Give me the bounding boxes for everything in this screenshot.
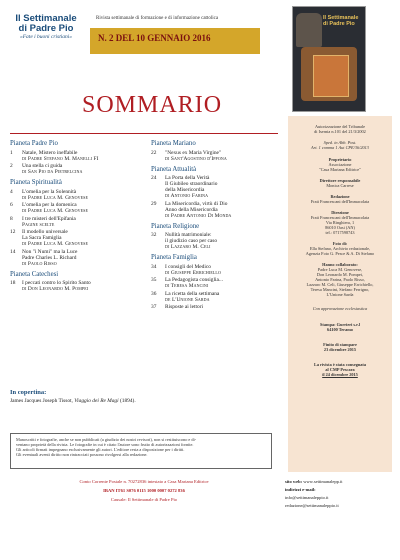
- page-number: 24: [151, 175, 157, 181]
- toc-entry: [151, 264, 287, 276]
- entry-text: [22, 189, 88, 201]
- entry-text: [165, 291, 219, 303]
- toc-entry: [151, 232, 287, 250]
- section-title: Pianeta Catechesi: [10, 270, 59, 278]
- entry-title-line: Il Giubileo straordinario: [165, 181, 218, 187]
- entry-text: [165, 150, 227, 162]
- entry-title-line: Non "i Numi" ma la Luce: [22, 248, 78, 255]
- contact-info: [285, 478, 395, 510]
- issue-description: Rivista settimanale di formazione e di informazione cattolica: [96, 16, 219, 21]
- cover-title-line2: di Padre Pio: [323, 21, 355, 27]
- print-line2: 64100 Teramo: [327, 327, 353, 332]
- page-number: 37: [151, 304, 157, 310]
- page-number: 12: [10, 229, 16, 235]
- toc-column-left: [10, 139, 154, 292]
- entry-title-line: Una stella ci guida: [22, 163, 63, 169]
- toc-entry: [151, 304, 287, 310]
- email-label: indirizzi e-mail:: [285, 487, 316, 492]
- photos-label: Foto di:: [332, 241, 348, 246]
- director-label: Direttore responsabile: [319, 178, 361, 183]
- bank-account: Conto Corrente Postale n. 70272836 intestato a Casa Mariana Editrice: [79, 479, 209, 484]
- ecclesiastical-approval: Con approvazione ecclesiastica: [312, 306, 368, 311]
- tribunal-line1: Autorizzazione del Tribunale: [314, 124, 366, 129]
- toc-entry: [10, 280, 154, 292]
- entry-text: [22, 229, 88, 247]
- entry-title-line: La ricetta della settimana: [165, 290, 220, 297]
- cover-note-end: (1894).: [118, 398, 136, 404]
- masthead: [10, 14, 82, 40]
- toc-entry: [10, 189, 154, 201]
- page-number: 35: [151, 277, 157, 283]
- entry-title-line: Nullità matrimoniale:: [165, 232, 212, 238]
- entry-text: [165, 304, 203, 310]
- notice-line: ventano proprietà della rivista. Le fotografie in cui è citato l'autore sono frutto di autorizzazioni fornite.: [16, 442, 194, 447]
- owner-line2: "Casa Mariana Editrice": [319, 167, 361, 172]
- owner-label: Proprietario: [328, 157, 352, 162]
- page-number: 1: [10, 149, 13, 156]
- toc-entry: [151, 277, 287, 289]
- collab-line3: Antonio Farina, Paolo Risso,: [315, 277, 365, 282]
- print-line1: Stampa: Gurrieri s.r.l: [320, 322, 360, 327]
- entry-author: Pagine scelte: [22, 221, 55, 228]
- entry-title-line: della Misericordia: [165, 187, 205, 193]
- entry-author: di Padre Luca M. Genovese: [22, 194, 88, 201]
- entry-text: [22, 163, 82, 175]
- entry-title-line: La Porta della Verità: [165, 175, 210, 181]
- closed-line2: 23 dicembre 2015: [323, 347, 357, 352]
- copyright-notice: [10, 433, 272, 469]
- entry-text: [22, 216, 76, 228]
- toc-entry: [10, 249, 154, 267]
- toc-entry: [151, 150, 287, 162]
- photos-line2: Agenzia Foto G. Pesce & A. Di Stefano: [305, 251, 375, 256]
- postal-line1: Sped. in Abb. Post.: [323, 140, 357, 145]
- entry-title-line: L'omelia per la domenica: [22, 202, 77, 208]
- cover-note-text: [10, 398, 136, 404]
- bank-iban: IBAN IT61 S076 0115 1000 0007 0272 836: [103, 488, 185, 493]
- entry-author: di Giuseppe Errichiello: [165, 269, 221, 276]
- page-number: 32: [151, 232, 157, 238]
- toc-entry: [151, 291, 287, 303]
- masthead-title-line2: di Padre Pio: [18, 23, 74, 34]
- closed-line1: Finito di stampare: [323, 342, 357, 347]
- entry-author: di Padre Luca M. Genovese: [22, 241, 88, 247]
- section-title: Pianeta Spiritualità: [10, 179, 62, 186]
- entry-title-line: L'omelia per la Solennità: [22, 188, 77, 195]
- masthead-title-line1: Il Settimanale: [15, 13, 77, 24]
- entry-author: di Padre Luca M. Genovese: [22, 208, 88, 214]
- page-number: 22: [151, 149, 157, 156]
- notice-line: Gli eventuali aventi diritto non rintracciati possono rivolgersi alla redazione.: [16, 452, 148, 457]
- entry-title-line: I tre misteri dell'Epifania: [22, 215, 76, 222]
- owner-line1: Associazione: [328, 162, 352, 167]
- page-number: 14: [10, 248, 16, 255]
- section-title: Pianeta Mariano: [151, 140, 196, 147]
- management-label: Direzione: [331, 210, 349, 215]
- entry-title-line: La Pedagogista consiglia...: [165, 277, 223, 283]
- notice-line: Manoscritti e fotografie, anche se non pubblicati (a giudizio dei nostri revisori), non si restituiscono e di-: [16, 437, 197, 442]
- email-info-link[interactable]: info@settimanaleppio.it: [285, 495, 329, 500]
- cover-inset-image: [313, 55, 349, 97]
- collab-label: Hanno collaborato:: [322, 262, 358, 267]
- page-number: 34: [151, 263, 157, 270]
- management-line1: Frati Francescani dell'Immacolata: [310, 215, 370, 220]
- entry-text: [22, 249, 77, 267]
- entry-title-line: La Sacra Famiglia: [22, 235, 62, 241]
- management-line3: 86010 Oasi (AN): [325, 225, 355, 230]
- page-number: 2: [10, 163, 13, 169]
- delivered-line3: il 24 dicembre 2015: [322, 372, 358, 377]
- entry-title-line: Il modello universale: [22, 229, 68, 235]
- cover-note-label: In copertina:: [10, 389, 47, 396]
- bank-details: [10, 477, 278, 504]
- entry-author: di Don Leonardo M. Pompei: [22, 286, 89, 292]
- title-divider: [10, 133, 278, 134]
- entry-title-line: Padre Charles L. Richard: [22, 254, 77, 261]
- issue-number: N. 2 DEL 10 GENNAIO 2016: [98, 33, 211, 43]
- page-number: 36: [151, 290, 157, 297]
- toc-entry: [10, 202, 154, 214]
- page-number: 8: [10, 215, 13, 222]
- delivered-line1: La rivista è stata consegnata: [313, 362, 367, 367]
- entry-text: [22, 280, 91, 292]
- collab-line1: Padre Luca M. Genovese,: [317, 267, 363, 272]
- entry-author: di Padre Stefano M. Manelli FI: [22, 155, 99, 162]
- entry-author: di Lazzaro M. Celi: [165, 244, 211, 250]
- director-name: Monica Carrese: [326, 183, 354, 188]
- collab-line6: L'Unione Sarda: [326, 292, 354, 297]
- entry-text: [22, 202, 88, 214]
- entry-author: di San Pio da Pietrelcina: [22, 169, 83, 175]
- toc-entry: [10, 150, 154, 162]
- toc-column-right: [151, 139, 287, 310]
- section-title: Pianeta Famiglia: [151, 254, 197, 261]
- cover-thumbnail: [292, 6, 366, 112]
- notice-line: Gli articoli firmati impegnano esclusivamente gli autori. L'editore resta a disposizione per i diritti.: [16, 447, 185, 452]
- site-label: sito web:: [285, 479, 303, 484]
- entry-text: [165, 175, 217, 199]
- cover-note-italic: Viaggio dei Re Magi: [74, 398, 119, 404]
- delivered-line2: al CMP Pescara: [325, 367, 355, 372]
- tribunal-line2: di Isernia n.101 del 21/3/2002: [314, 129, 366, 134]
- toc-entry: [151, 201, 287, 219]
- entry-title-line: I consigli del Medico: [165, 263, 211, 270]
- management-line2: Via Ringhiera, 1: [325, 220, 355, 225]
- toc-entry: [10, 216, 154, 228]
- photos-line1: Ella Stefano, Archivio redazionale,: [309, 246, 371, 251]
- entry-author: de L'Unione Sarda: [165, 296, 210, 303]
- collab-line5: Teresa Mancini, Stefano Ferrigno,: [310, 287, 370, 292]
- collab-line2: Don Leonardo M. Pompei,: [316, 272, 364, 277]
- entry-author: di Paolo Risso: [22, 260, 57, 267]
- entry-title-line: Natale, Mistero ineffabile: [22, 149, 78, 156]
- site-link[interactable]: www.settimanalepp.it: [303, 479, 343, 484]
- page-number: 29: [151, 200, 157, 207]
- page-number: 4: [10, 188, 13, 195]
- section-title: Pianeta Religione: [151, 222, 200, 230]
- entry-title-line: "Nexus ex Maria Virgine": [165, 149, 222, 156]
- entry-author: di Padre Antonio Di Monda: [165, 212, 232, 219]
- cover-note-plain: James Jacques Joseph Tissot,: [10, 398, 75, 404]
- bank-causale: Causale: Il Settimanale di Padre Pio: [110, 497, 178, 502]
- entry-title-line: Anno della Misericordia: [165, 206, 218, 213]
- section-title: Pianeta Padre Pio: [10, 140, 58, 147]
- editorial-name: Frati Francescani dell'Immacolata: [310, 199, 370, 204]
- cover-portrait: [296, 13, 322, 47]
- entry-title-line: I peccati contro lo Spirito Santo: [22, 280, 91, 286]
- section-title: Pianeta Attualità: [151, 165, 197, 173]
- entry-title-line: La Misericordia, virtù di Dio: [165, 200, 228, 207]
- collab-line4: Lazzaro M. Celi, Giuseppe Errichiello,: [306, 282, 374, 287]
- email-redazione-link[interactable]: redazione@settimanaleppio.it: [285, 503, 339, 508]
- entry-text: [165, 232, 217, 250]
- entry-title-line: il giudizio caso per caso: [165, 238, 218, 244]
- cover-title-line1: Il Settimanale: [323, 15, 359, 21]
- toc-entry: [10, 229, 154, 247]
- page-title: SOMMARIO: [82, 92, 223, 118]
- toc-entry: [151, 175, 287, 199]
- page-number: 6: [10, 202, 13, 208]
- masthead-tagline: «Fate i buoni cristiani»: [19, 34, 73, 40]
- entry-author: di Antonio Farina: [165, 193, 209, 199]
- editorial-label: Redazione: [330, 194, 350, 199]
- management-line4: tel.: 0717598743: [325, 230, 355, 235]
- entry-author: di Teresa Mancini: [165, 283, 209, 289]
- entry-text: [165, 264, 221, 276]
- toc-entry: [10, 163, 154, 175]
- entry-text: [22, 150, 99, 162]
- entry-author: di Sant'Agostino d'Ippona: [165, 155, 227, 162]
- postal-line2: Art. 1 comma 1 Aut CPE/36/2013: [311, 145, 369, 150]
- entry-title-line: Risposte ai lettori: [165, 304, 204, 310]
- page-number: 18: [10, 280, 16, 286]
- entry-text: [165, 201, 231, 219]
- entry-text: [165, 277, 223, 289]
